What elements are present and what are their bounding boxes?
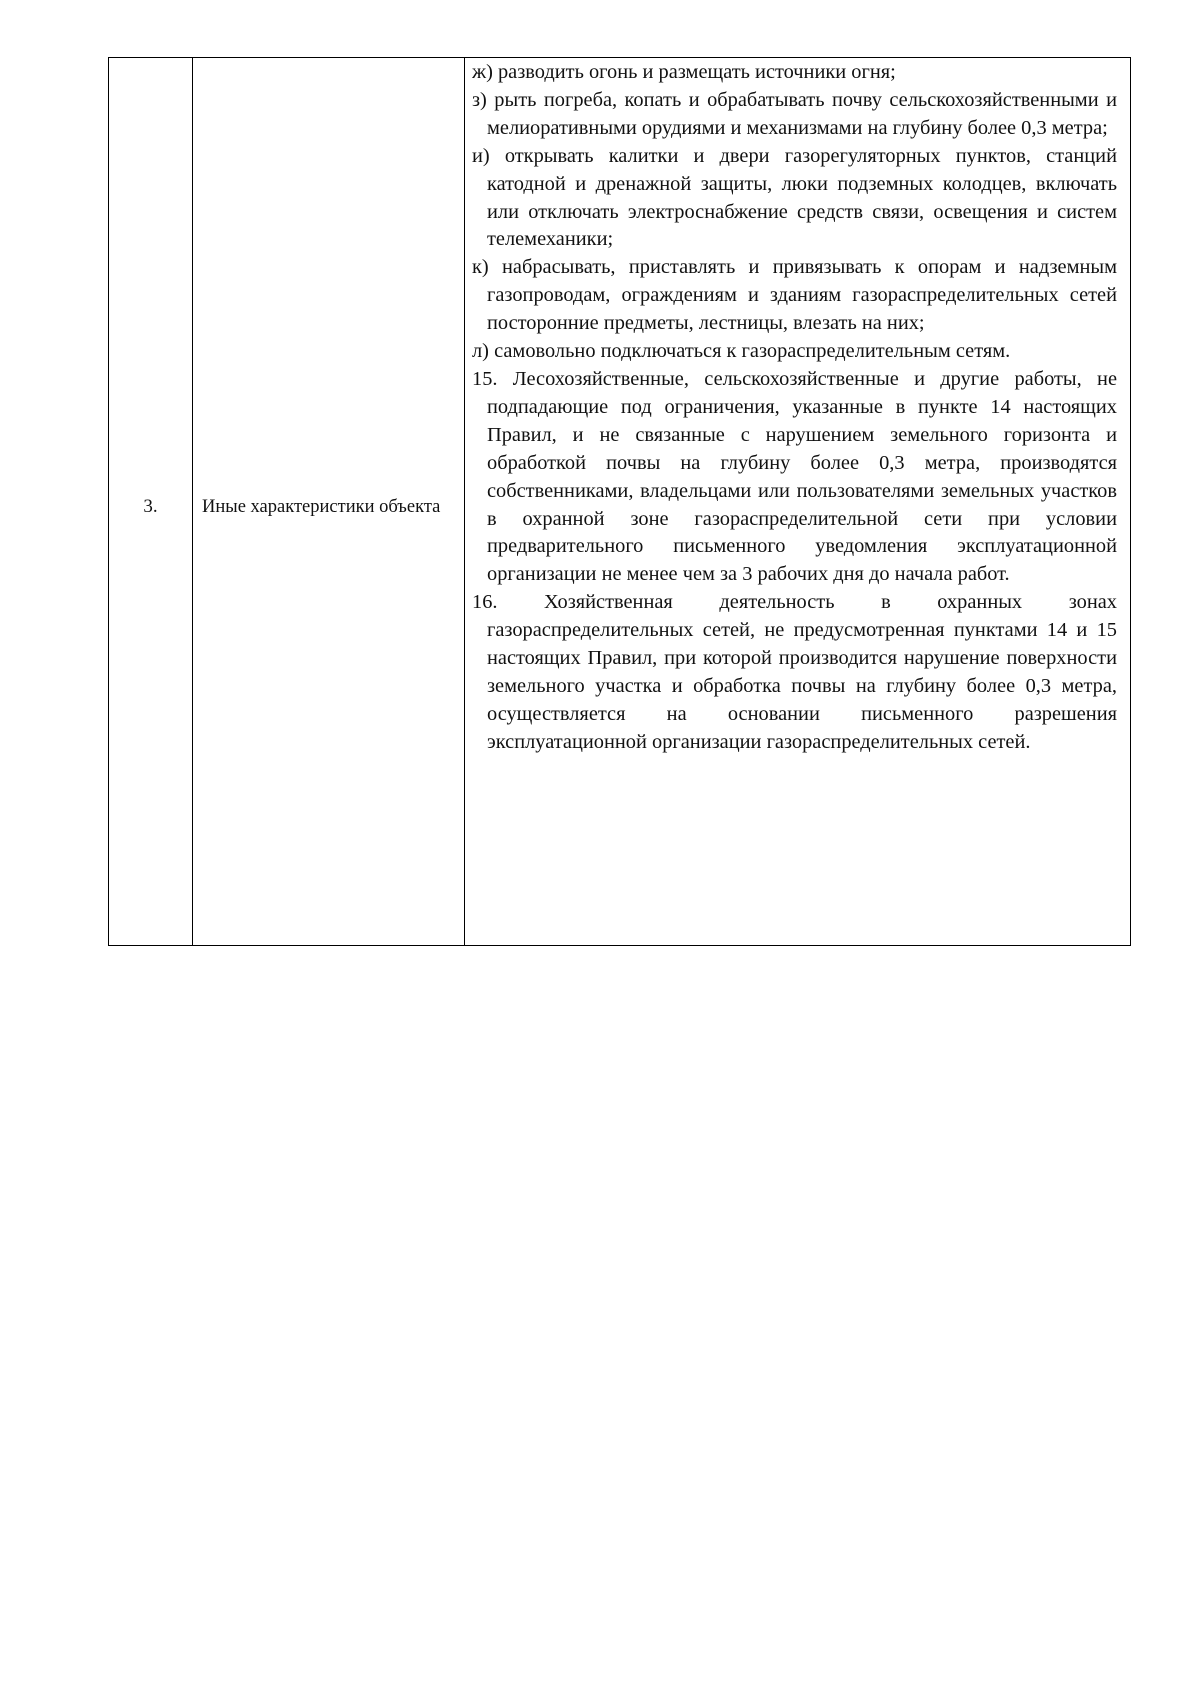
table-bottom-border (108, 945, 1131, 946)
paragraph-clause-15: 15. Лесохозяйственные, сельскохозяйственные и другие работы, не подпадающие под ограничения, указанные в пункте 14 настоящих Правил, и не связанные с нарушением земельного горизонта и обработкой почвы на глубину более 0,3 метра, производятся собственниками, владельцами или пользователями земельных участков в охранной зоне газораспределительной сети при условии предварительного письменного уведомления эксплуатационной организации не менее чем за 3 рабочих дня до начала работ. (472, 367, 1117, 586)
row-number-cell (109, 58, 192, 946)
paragraph-item-i: и) открывать калитки и двери газорегуляторных пунктов, станций катодной и дренажной защиты, люки подземных колодцев, включать или отключать электроснабжение средств связи, освещения и систем телемеханики; (472, 144, 1117, 251)
paragraph-item-k: к) набрасывать, приставлять и привязывать к опорам и надземным газопроводам, ограждениям и зданиям газораспределительных сетей посторонние предметы, лестницы, влезать на них; (472, 256, 1117, 335)
row-name: Иные характеристики объекта (202, 497, 441, 517)
paragraph-item-z: з) рыть погреба, копать и обрабатывать почву сельскохозяйственными и мелиоративными орудиями и механизмами на глубину более 0,3 метра; (472, 88, 1117, 139)
document-table (108, 57, 1131, 946)
row-description-cell (472, 59, 1117, 944)
paragraph-item-l: л) самовольно подключаться к газораспределительным сетям. (472, 340, 1011, 363)
paragraph-clause-16: 16. Хозяйственная деятельность в охранных зонах газораспределительных сетей, не предусмотренная пунктами 14 и 15 настоящих Правил, при которой производится нарушение поверхности земельного участка и обработка почвы на глубину более 0,3 метра, осуществляется на основании письменного разрешения эксплуатационной организации газораспределительных сетей. (472, 591, 1117, 753)
paragraph-item-zh: ж) разводить огонь и размещать источники огня; (472, 61, 896, 83)
row-name-cell (193, 58, 463, 946)
column-divider (464, 58, 465, 946)
row-number: 3. (143, 496, 158, 517)
